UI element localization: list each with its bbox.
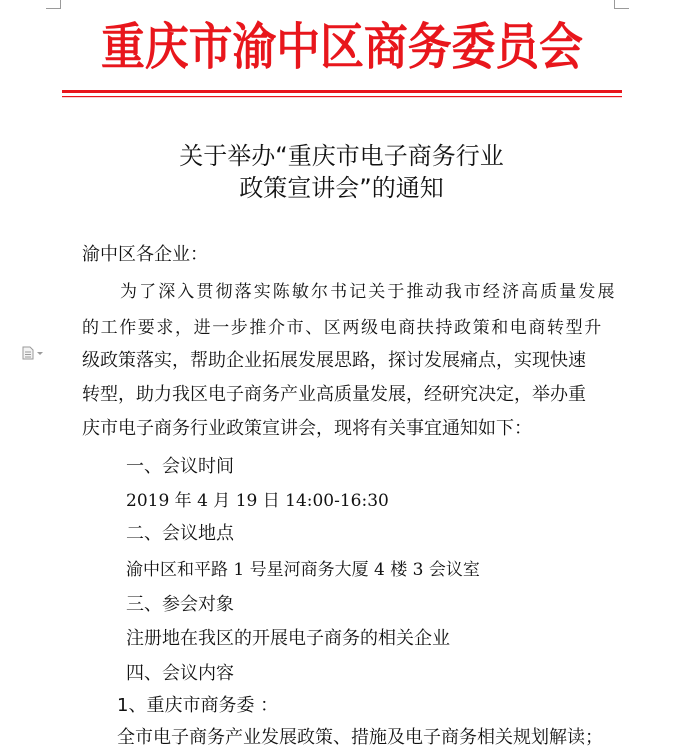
meeting-time: 2019 年 4 月 19 日 14:00-16:30 (126, 491, 389, 511)
letterhead-graphic (62, 6, 622, 98)
section-heading-time: 一、会议时间 (126, 456, 234, 477)
letterhead (62, 6, 622, 98)
crop-mark-top-left (46, 0, 61, 9)
paragraph-line-5: 庆市电子商务行业政策宣讲会，现将有关事宜通知如下： (82, 418, 532, 439)
letterhead-thick-rule (62, 90, 622, 93)
paragraph-line-2: 的工作要求，进一步推介市、区两级电商扶持政策和电商转型升 (82, 318, 603, 338)
meeting-audience: 注册地在我区的开展电子商务的相关企业 (126, 628, 450, 649)
document-icon[interactable] (22, 345, 50, 359)
letterhead-org-name: 重庆市渝中区商务委员会 (101, 18, 583, 76)
paragraph-line-1: 为了深入贯彻落实陈敏尔书记关于推动我市经济高质量发展 (120, 282, 617, 302)
greeting: 渝中区各企业： (82, 244, 208, 265)
content-item-1: 1、重庆市商务委 ： (117, 695, 279, 716)
section-heading-audience: 三、参会对象 (126, 594, 234, 615)
paragraph-line-4: 转型，助力我区电子商务产业高质量发展，经研究决定，举办重 (82, 384, 586, 405)
section-heading-place: 二、会议地点 (126, 523, 234, 544)
paragraph-line-3: 级政策落实，帮助企业拓展发展思路，探讨发展痛点，实现快速 (82, 350, 586, 371)
notice-title-line-1: 关于举办“重庆市电子商务行业 (179, 142, 504, 170)
meeting-place: 渝中区和平路 1 号星河商务大厦 4 楼 3 会议室 (126, 560, 480, 580)
letterhead-thin-rule (62, 96, 622, 97)
content-item-1-detail: 全市电子商务产业发展政策、措施及电子商务相关规划解读； (117, 727, 603, 748)
section-heading-content: 四、会议内容 (126, 663, 234, 684)
notice-title-line-2: 政策宣讲会”的通知 (239, 174, 444, 202)
